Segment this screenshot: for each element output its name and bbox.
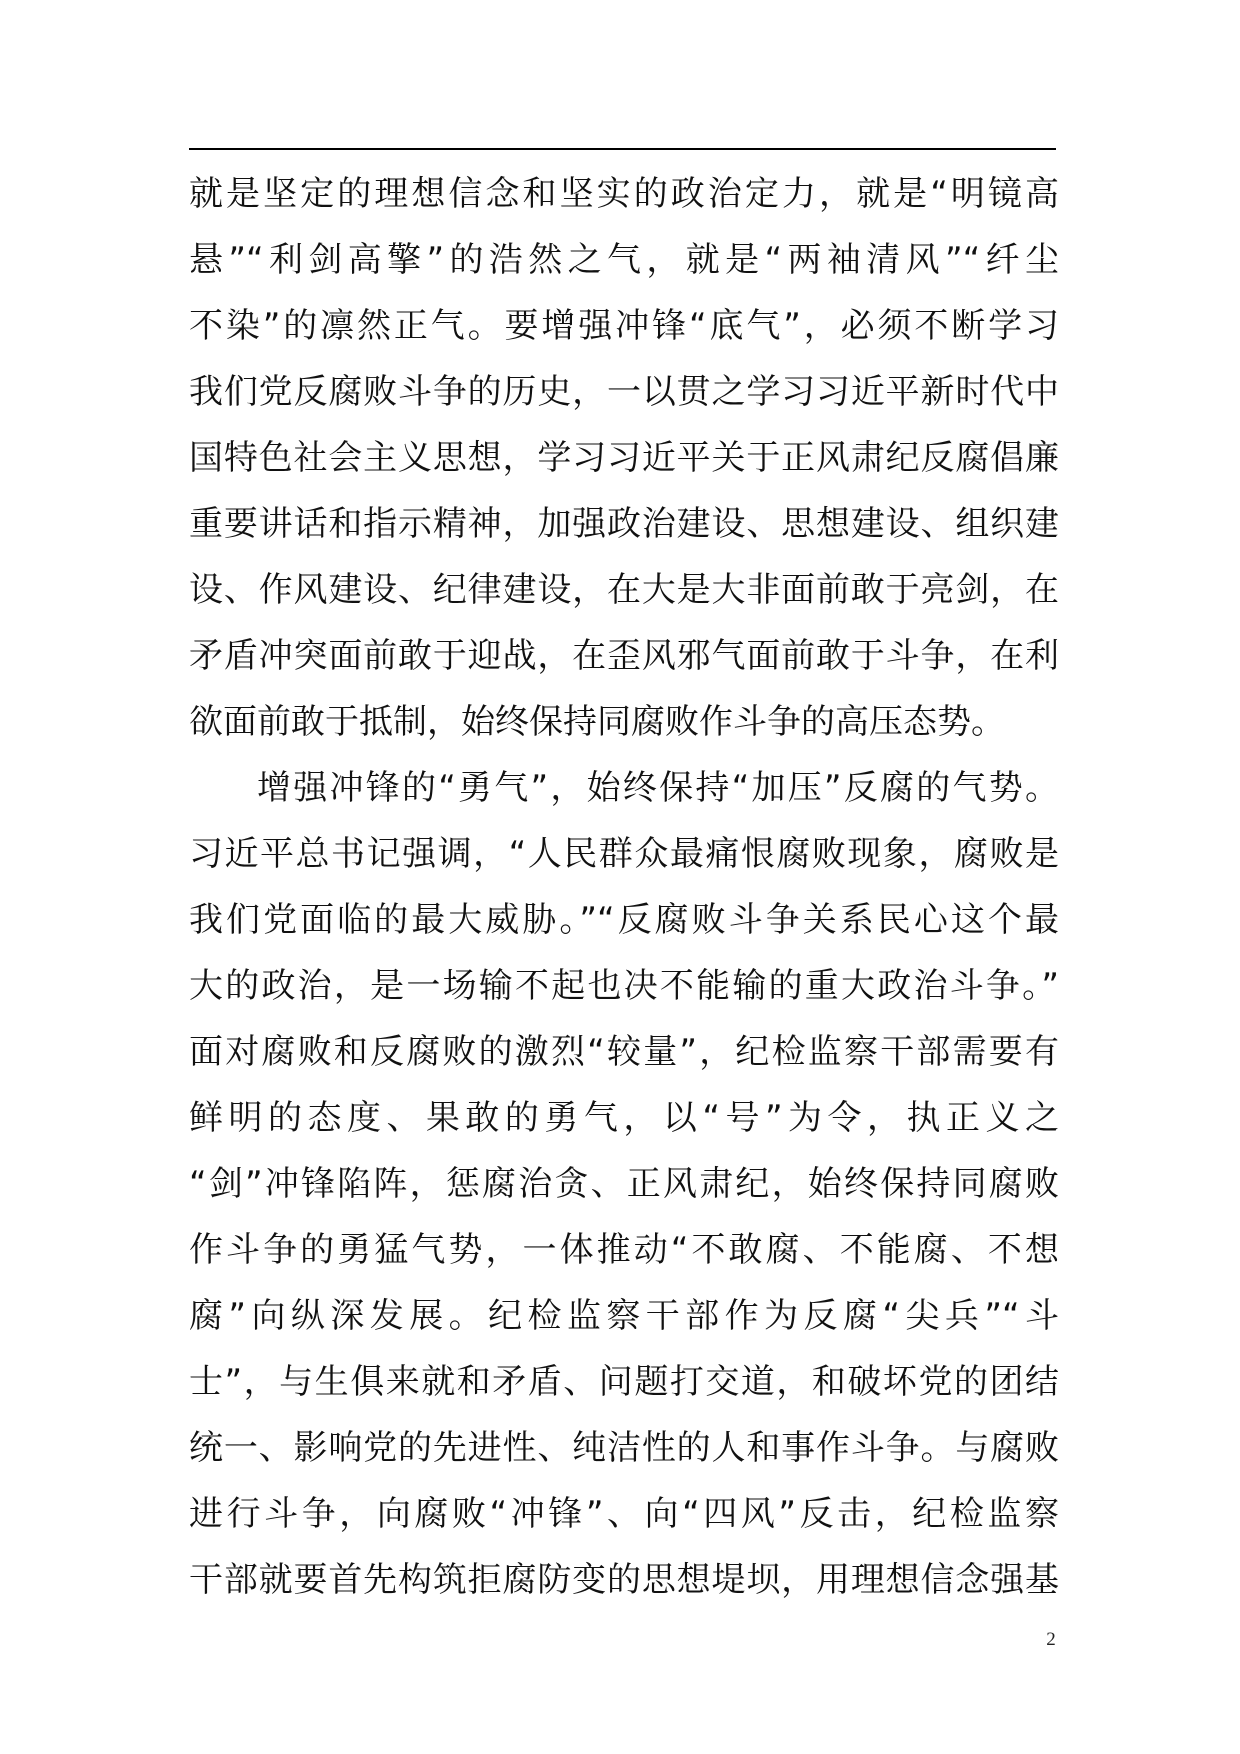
text-line: 就是坚定的理想信念和坚实的政治定力，就是“明镜高 — [189, 174, 1059, 214]
body-text — [189, 161, 1059, 1613]
paragraph-1 — [189, 161, 1059, 755]
text-line: 士”，与生俱来就和矛盾、问题打交道，和破坏党的团结 — [189, 1362, 1059, 1402]
page-number: 2 — [1046, 1629, 1056, 1650]
text-line: 进行斗争，向腐败“冲锋”、向“四风”反击，纪检监察 — [189, 1494, 1059, 1534]
text-line: 大的政治，是一场输不起也决不能输的重大政治斗争。” — [189, 966, 1059, 1006]
text-line: 习近平总书记强调，“人民群众最痛恨腐败现象，腐败是 — [189, 834, 1059, 874]
text-line: 干部就要首先构筑拒腐防变的思想堤坝，用理想信念强基 — [189, 1560, 1059, 1600]
text-line: “剑”冲锋陷阵，惩腐治贪、正风肃纪，始终保持同腐败 — [189, 1164, 1059, 1204]
text-line: 统一、影响党的先进性、纯洁性的人和事作斗争。与腐败 — [189, 1428, 1059, 1468]
text-line: 腐”向纵深发展。纪检监察干部作为反腐“尖兵”“斗 — [189, 1296, 1059, 1336]
header-rule — [189, 148, 1056, 150]
paragraph-2 — [189, 755, 1059, 1613]
text-line: 国特色社会主义思想，学习习近平关于正风肃纪反腐倡廉 — [189, 438, 1059, 478]
text-line: 鲜明的态度、果敢的勇气，以“号”为令，执正义之 — [189, 1098, 1059, 1138]
text-line: 我们党反腐败斗争的历史，一以贯之学习习近平新时代中 — [189, 372, 1059, 412]
text-line: 我们党面临的最大威胁。”“反腐败斗争关系民心这个最 — [189, 900, 1059, 940]
text-line: 悬”“利剑高擎”的浩然之气，就是“两袖清风”“纤尘 — [189, 240, 1059, 280]
text-line: 不染”的凛然正气。要增强冲锋“底气”，必须不断学习 — [189, 306, 1059, 346]
text-line: 欲面前敢于抵制，始终保持同腐败作斗争的高压态势。 — [189, 702, 1005, 742]
text-line: 作斗争的勇猛气势，一体推动“不敢腐、不能腐、不想 — [189, 1230, 1059, 1270]
text-line: 面对腐败和反腐败的激烈“较量”，纪检监察干部需要有 — [189, 1032, 1059, 1072]
text-line: 增强冲锋的“勇气”，始终保持“加压”反腐的气势。 — [257, 768, 1059, 808]
text-line: 设、作风建设、纪律建设，在大是大非面前敢于亮剑，在 — [189, 570, 1059, 610]
text-line: 矛盾冲突面前敢于迎战，在歪风邪气面前敢于斗争，在利 — [189, 636, 1059, 676]
text-line: 重要讲话和指示精神，加强政治建设、思想建设、组织建 — [189, 504, 1059, 544]
